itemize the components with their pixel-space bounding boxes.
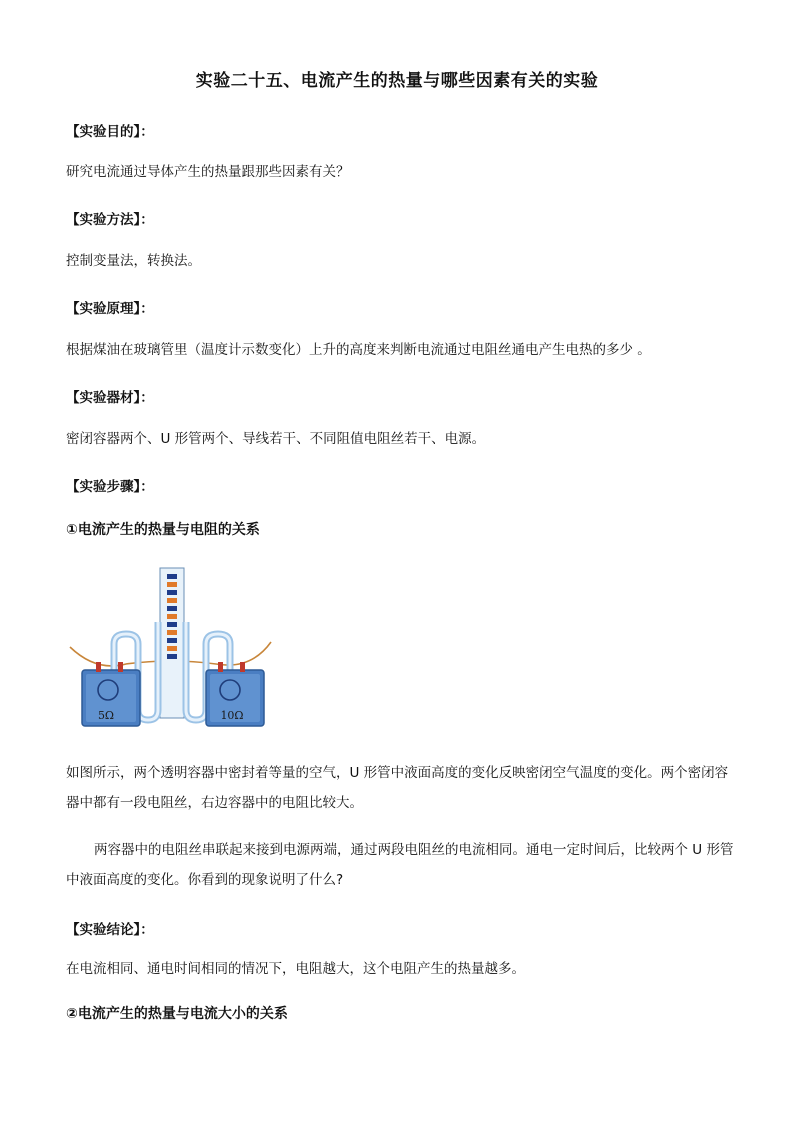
steps-heading: 【实验步骤】： — [66, 479, 154, 495]
purpose-heading: 【实验目的】： — [66, 124, 154, 140]
equipment-heading: 【实验器材】： — [66, 390, 154, 406]
left-terminal-1 — [96, 662, 101, 672]
left-terminal-2 — [118, 662, 123, 672]
right-terminal-2 — [240, 662, 245, 672]
step2-title: ②电流产生的热量与电流大小的关系 — [66, 1006, 288, 1022]
principle-text: 根据煤油在玻璃管里（温度计示数变化）上升的高度来判断电流通过电阻丝通电产生电热的多少 。 — [66, 342, 651, 358]
step1-paragraph-2: 两容器中的电阻丝串联起来接到电源两端，通过两段电阻丝的电流相同。通电一定时间后，比较两个 U 形管中液面高度的变化。你看到的现象说明了什么? — [66, 842, 734, 888]
right-resistance-label: 10Ω — [220, 709, 244, 722]
purpose-text: 研究电流通过导体产生的热量跟那些因素有关？ — [66, 164, 350, 180]
right-terminal-1 — [218, 662, 223, 672]
method-heading: 【实验方法】： — [66, 212, 154, 228]
conclusion-text: 在电流相同、通电时间相同的情况下，电阻越大，这个电阻产生的热量越多。 — [66, 961, 525, 977]
step1-title: ①电流产生的热量与电阻的关系 — [66, 522, 260, 538]
conclusion-heading: 【实验结论】： — [66, 922, 154, 938]
principle-heading: 【实验原理】： — [66, 301, 154, 317]
method-text: 控制变量法，转换法。 — [66, 253, 201, 269]
step1-paragraph-1: 如图所示，两个透明容器中密封着等量的空气，U 形管中液面高度的变化反映密闭空气温度的变化。两个密闭容器中都有一段电阻丝，右边容器中的电阻比较大。 — [66, 765, 729, 811]
scale-marks — [167, 574, 177, 659]
page-title: 实验二十五、电流产生的热量与哪些因素有关的实验 — [195, 71, 599, 91]
equipment-text: 密闭容器两个、U 形管两个、导线若干、不同阻值电阻丝若干、电源。 — [66, 431, 486, 447]
left-resistance-label: 5Ω — [97, 709, 115, 722]
experiment-figure — [66, 562, 276, 730]
